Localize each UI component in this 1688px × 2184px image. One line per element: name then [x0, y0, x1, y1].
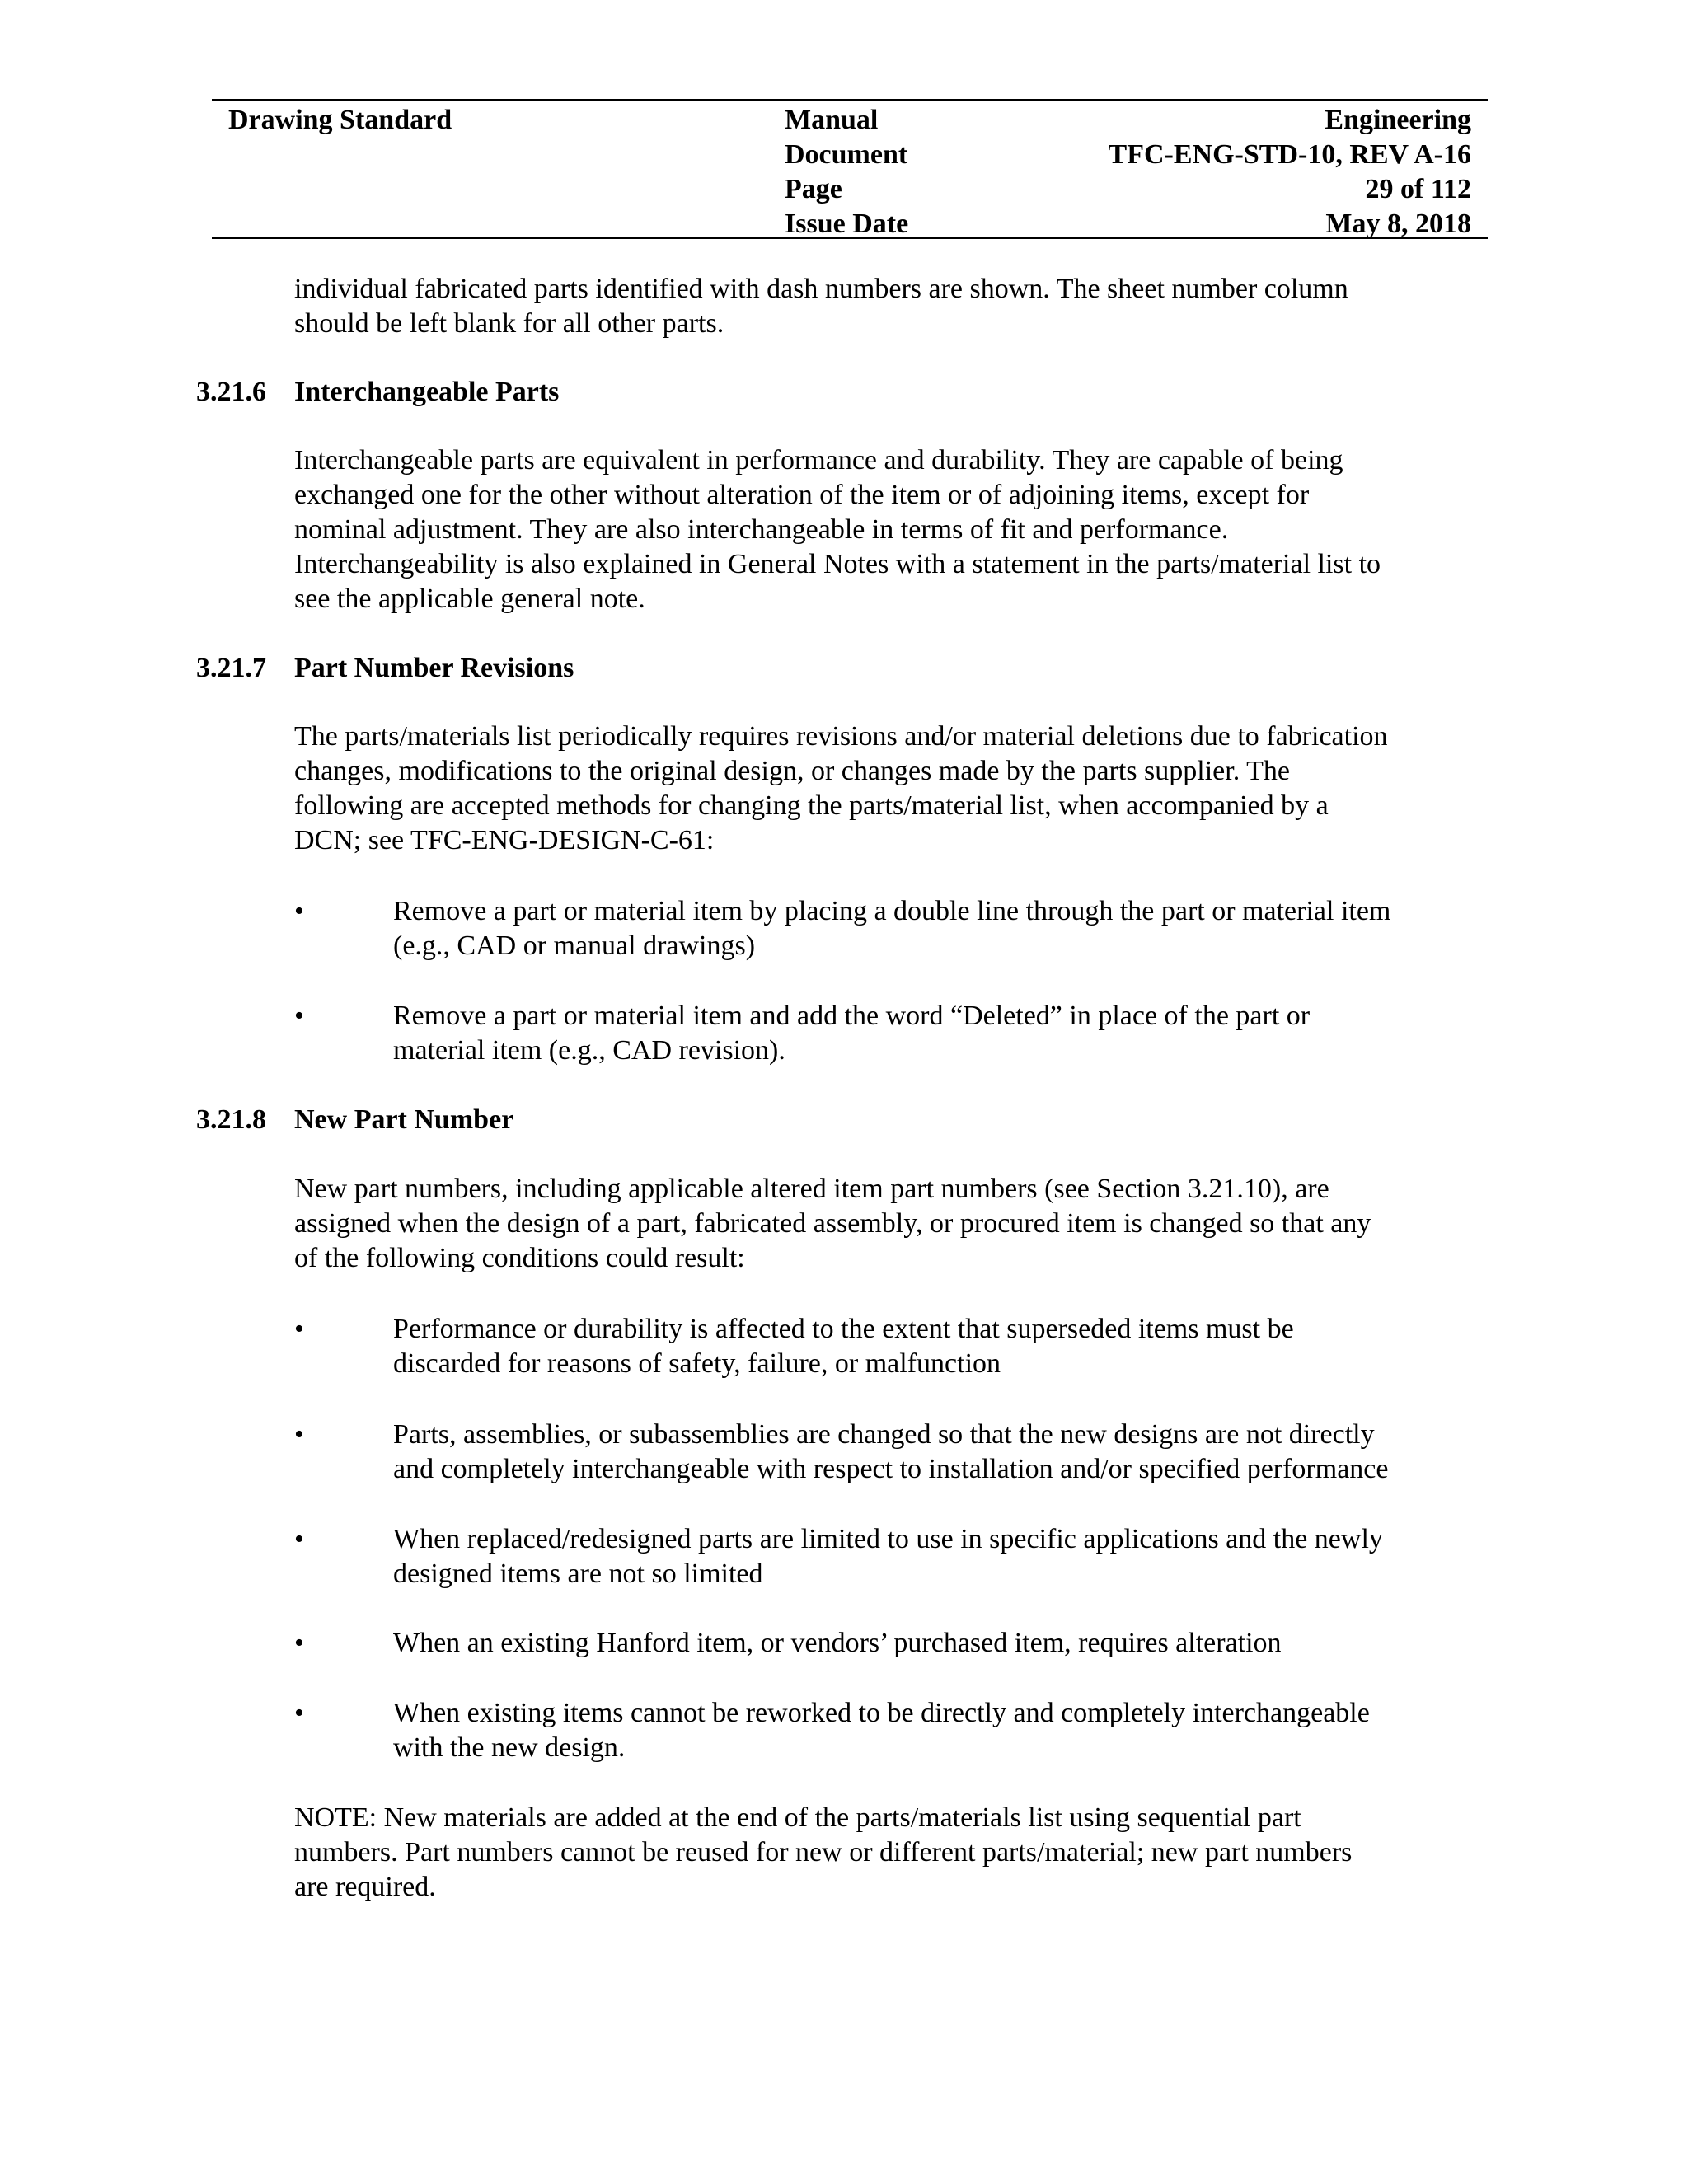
bullet-line: When replaced/redesigned parts are limited to use in specific applications and the newly: [393, 1524, 1383, 1554]
note-line: NOTE: New materials are added at the end of the parts/materials list using sequential part: [294, 1802, 1301, 1833]
note-line: are required.: [294, 1872, 436, 1902]
intro-line: should be left blank for all other parts.: [294, 308, 724, 339]
bullet-item: [393, 1418, 1388, 1487]
note-paragraph: [294, 1801, 1352, 1905]
bullet-line: material item (e.g., CAD revision).: [393, 1035, 785, 1066]
bullet-item: [393, 999, 1310, 1068]
header-label-page: Page: [785, 174, 842, 204]
header-value-manual: Engineering: [1325, 105, 1471, 135]
bullet-item: [393, 1522, 1383, 1591]
paragraph-line: nominal adjustment. They are also interchangeable in terms of fit and performance.: [294, 514, 1229, 545]
section-title: Part Number Revisions: [294, 653, 574, 683]
paragraph-line: Interchangeability is also explained in General Notes with a statement in the parts/material list to: [294, 549, 1381, 579]
paragraph-line: New part numbers, including applicable altered item part numbers (see Section 3.21.10), are: [294, 1174, 1329, 1204]
header-value-page: 29 of 112: [1365, 174, 1471, 204]
section-title: New Part Number: [294, 1104, 514, 1135]
paragraph-line: The parts/materials list periodically requires revisions and/or material deletions due to fabrication: [294, 721, 1388, 752]
bullet-marker: •: [294, 1698, 304, 1728]
intro-line: individual fabricated parts identified with dash numbers are shown. The sheet number column: [294, 274, 1348, 304]
bullet-marker: •: [294, 1419, 304, 1450]
paragraph-line: assigned when the design of a part, fabricated assembly, or procured item is changed so that any: [294, 1208, 1372, 1239]
section-number: 3.21.8: [196, 1104, 266, 1135]
section-number: 3.21.7: [196, 653, 266, 683]
paragraph-line: changes, modifications to the original design, or changes made by the parts supplier. The: [294, 756, 1290, 786]
section-paragraph-3-21-8: [294, 1172, 1371, 1276]
bullet-marker: •: [294, 1001, 304, 1031]
section-paragraph-3-21-6: [294, 443, 1381, 616]
bullet-item: [393, 894, 1390, 963]
bullet-line: (e.g., CAD or manual drawings): [393, 930, 756, 961]
section-paragraph-3-21-7: [294, 719, 1388, 858]
bullet-line: When existing items cannot be reworked to be directly and completely interchangeable: [393, 1698, 1370, 1728]
header-value-document: TFC-ENG-STD-10, REV A-16: [1108, 139, 1471, 170]
header-label-document: Document: [785, 139, 908, 170]
paragraph-line: Interchangeable parts are equivalent in performance and durability. They are capable of being: [294, 445, 1343, 476]
bullet-line: Remove a part or material item and add the word “Deleted” in place of the part or: [393, 1001, 1311, 1031]
bullet-line: and completely interchangeable with respect to installation and/or specified performance: [393, 1454, 1389, 1484]
paragraph-line: DCN; see TFC-ENG-DESIGN-C-61:: [294, 825, 715, 855]
bullet-marker: •: [294, 896, 304, 926]
header-title: Drawing Standard: [228, 105, 452, 135]
bullet-item: [393, 1626, 1282, 1661]
bullet-line: with the new design.: [393, 1732, 626, 1763]
header-values: [1109, 103, 1471, 241]
header-labels: [785, 103, 908, 241]
section-heading-3-21-8: [196, 1103, 513, 1137]
header-label-manual: Manual: [785, 105, 879, 135]
bullet-marker: •: [294, 1628, 304, 1658]
section-heading-3-21-6: [196, 375, 559, 410]
paragraph-line: exchanged one for the other without alteration of the item or of adjoining items, except for: [294, 480, 1310, 510]
section-number: 3.21.6: [196, 377, 266, 407]
paragraph-line: see the applicable general note.: [294, 583, 645, 614]
bullet-line: Remove a part or material item by placing a double line through the part or material item: [393, 896, 1391, 926]
document-header: [212, 99, 1488, 239]
bullet-line: discarded for reasons of safety, failure, or malfunction: [393, 1348, 1001, 1379]
bullet-item: [393, 1696, 1370, 1765]
section-title: Interchangeable Parts: [294, 377, 560, 407]
bullet-line: Performance or durability is affected to the extent that superseded items must be: [393, 1314, 1294, 1344]
section-heading-3-21-7: [196, 651, 574, 686]
bullet-marker: •: [294, 1314, 304, 1344]
bullet-line: Parts, assemblies, or subassemblies are changed so that the new designs are not directly: [393, 1419, 1375, 1450]
intro-paragraph: [294, 272, 1348, 341]
paragraph-line: of the following conditions could result:: [294, 1243, 745, 1273]
header-label-issue-date: Issue Date: [785, 209, 909, 239]
note-line: numbers. Part numbers cannot be reused for new or different parts/material; new part numbers: [294, 1837, 1353, 1868]
bullet-marker: •: [294, 1524, 304, 1554]
bullet-item: [393, 1312, 1294, 1381]
header-value-issue-date: May 8, 2018: [1325, 209, 1471, 239]
paragraph-line: following are accepted methods for changing the parts/material list, when accompanied by a: [294, 790, 1329, 821]
bullet-line: When an existing Hanford item, or vendors’ purchased item, requires alteration: [393, 1628, 1282, 1658]
bullet-line: designed items are not so limited: [393, 1558, 763, 1589]
